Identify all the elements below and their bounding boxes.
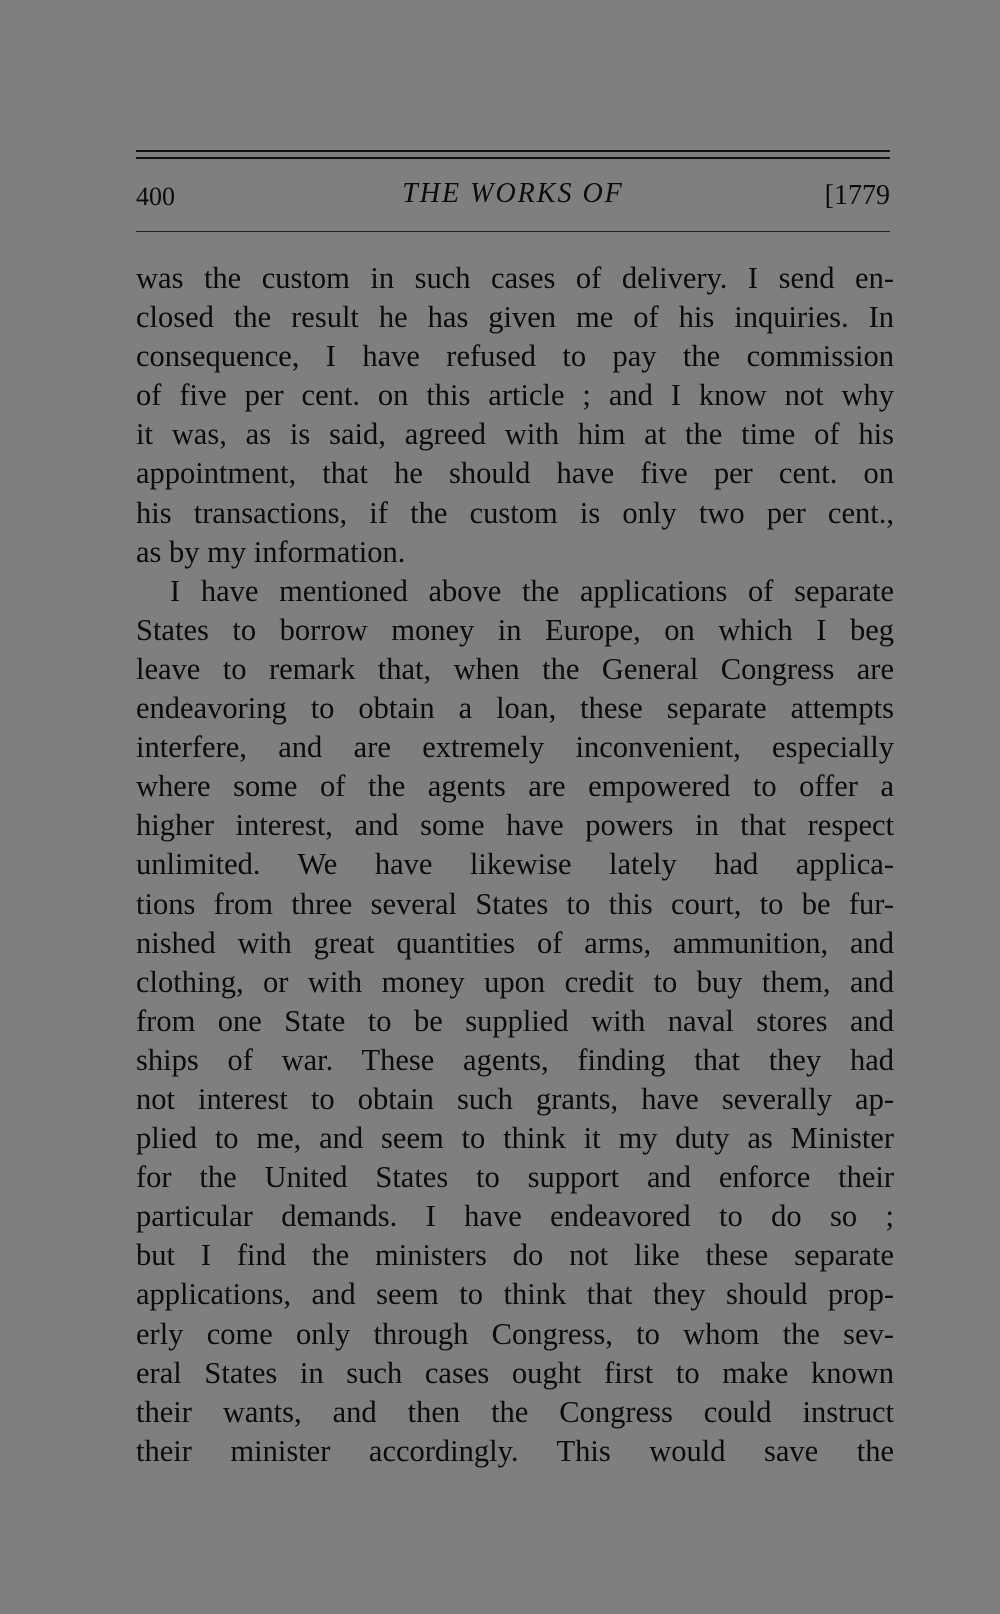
text-line: it was, as is said, agreed with him at the time of his (136, 417, 894, 452)
text-line: ships of war. These agents, finding that they had (136, 1042, 894, 1077)
text-line: of five per cent. on this article ; and I know not why (136, 378, 894, 413)
paragraph-end-line: as by my information. (136, 534, 406, 569)
text-line: unlimited. We have likewise lately had applica- (136, 847, 894, 882)
text-line: eral States in such cases ought first to make known (136, 1355, 894, 1390)
text-line: his transactions, if the custom is only two per cent., (136, 495, 894, 530)
text-line: from one State to be supplied with naval stores and (136, 1003, 894, 1038)
text-line: for the United States to support and enforce their (136, 1160, 894, 1195)
text-line: particular demands. I have endeavored to do so ; (136, 1199, 894, 1234)
text-line: States to borrow money in Europe, on which I beg (136, 612, 894, 647)
text-line: was the custom in such cases of delivery. I send en- (136, 261, 894, 295)
top-rule-inner (136, 157, 890, 159)
top-rule (136, 150, 890, 152)
text-line: leave to remark that, when the General Congress are (136, 651, 894, 686)
text-line: higher interest, and some have powers in that respect (136, 808, 894, 843)
text-line: interfere, and are extremely inconvenient, especially (136, 730, 894, 765)
text-line: tions from three several States to this court, to be fur- (136, 886, 894, 921)
text-line: erly come only through Congress, to whom the sev- (136, 1316, 894, 1351)
text-line: closed the result he has given me of his inquiries. In (136, 300, 894, 335)
text-line: their minister accordingly. This would save the (136, 1433, 894, 1468)
text-line: clothing, or with money upon credit to buy them, and (136, 964, 894, 999)
running-year: [1779 (824, 180, 890, 211)
text-line: not interest to obtain such grants, have severally ap- (136, 1081, 894, 1116)
text-line: endeavoring to obtain a loan, these separate attempts (136, 691, 894, 726)
body-text (136, 259, 894, 1471)
header-rule (136, 231, 890, 232)
text-line: consequence, I have refused to pay the commission (136, 339, 894, 374)
text-line: applications, and seem to think that they should prop- (136, 1277, 894, 1312)
text-line: plied to me, and seem to think it my duty as Minister (136, 1121, 894, 1156)
text-line: nished with great quantities of arms, ammunition, and (136, 925, 894, 960)
paragraph-start-line: I have mentioned above the applications of separate (170, 573, 894, 608)
text-line: their wants, and then the Congress could instruct (136, 1394, 894, 1429)
text-line: appointment, that he should have five per cent. on (136, 456, 894, 491)
running-head (136, 178, 890, 218)
running-title: THE WORKS OF (402, 178, 624, 209)
text-line: but I find the ministers do not like these separate (136, 1238, 894, 1273)
text-line: where some of the agents are empowered to offer a (136, 769, 894, 804)
page-number: 400 (136, 182, 175, 211)
